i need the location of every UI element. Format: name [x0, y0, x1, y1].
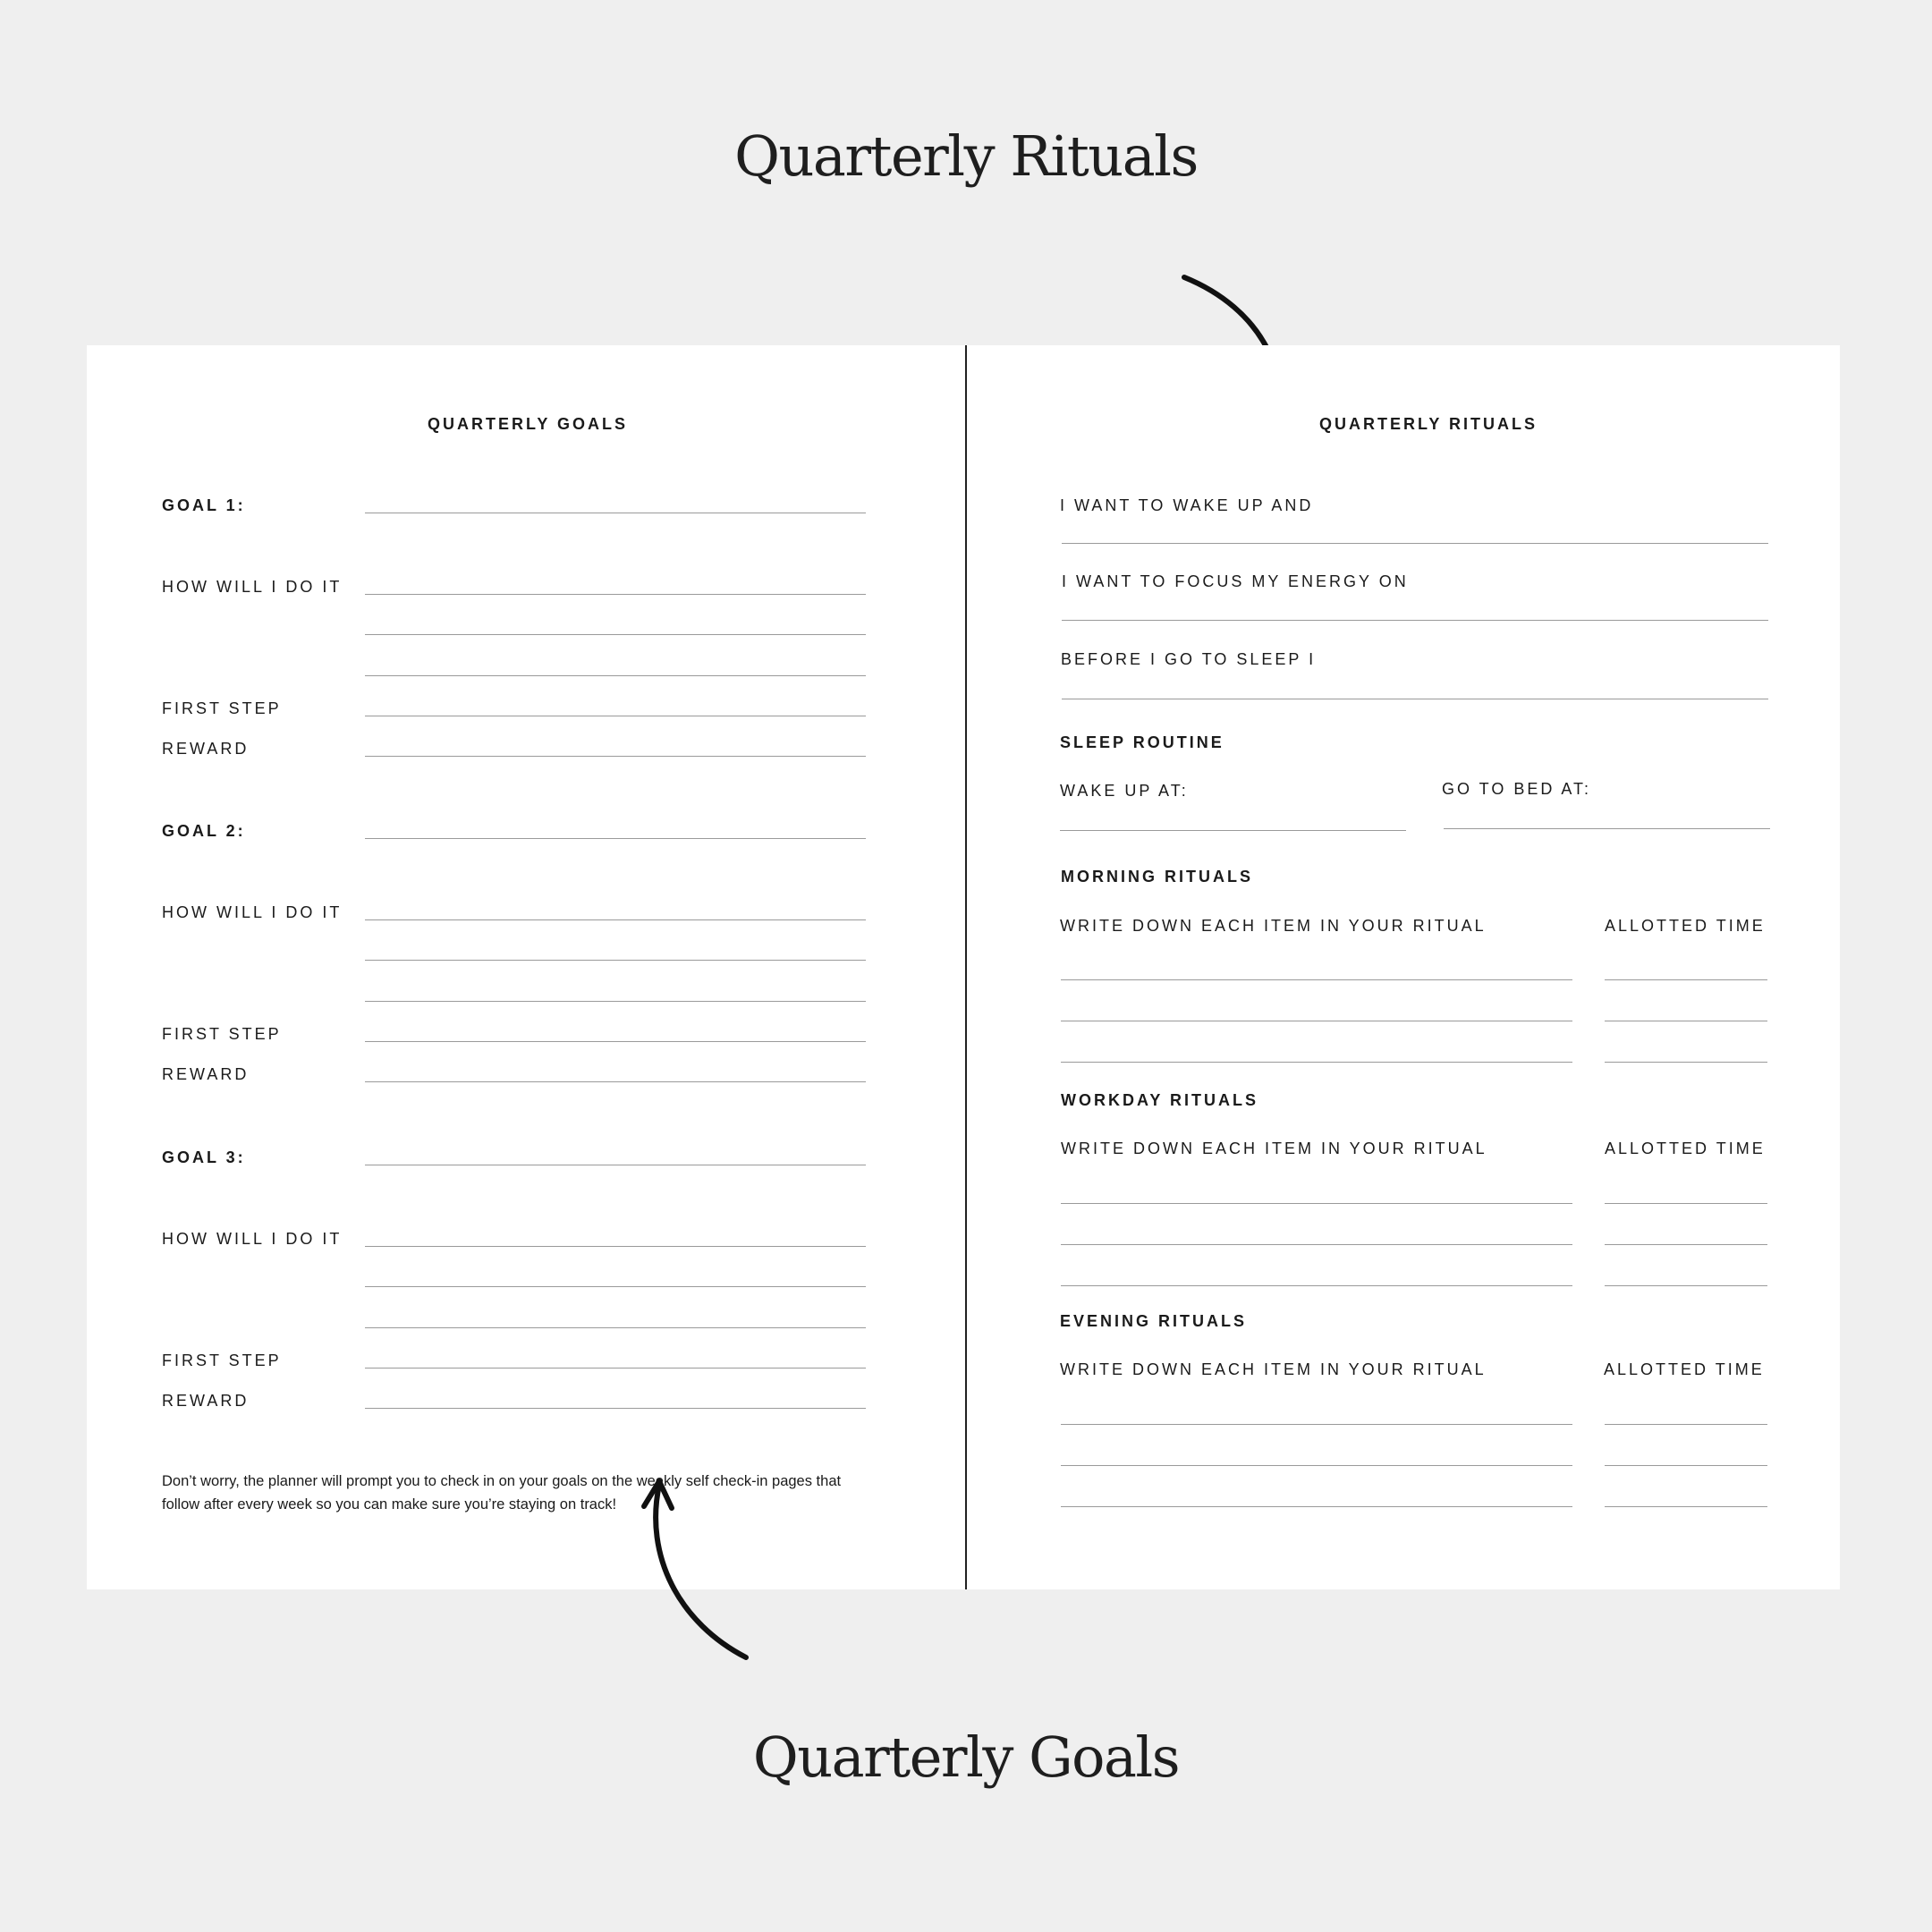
goal-3-label: GOAL 3:: [162, 1148, 246, 1166]
evening-item-line[interactable]: [1061, 1424, 1572, 1425]
evening-time-line[interactable]: [1605, 1424, 1767, 1425]
morning-item-label: WRITE DOWN EACH ITEM IN YOUR RITUAL: [1060, 917, 1487, 935]
goal-3-first-step-label: FIRST STEP: [162, 1352, 282, 1369]
goal-2-how-line[interactable]: [365, 960, 866, 961]
goal-2-reward-label: REWARD: [162, 1065, 250, 1083]
evening-item-line[interactable]: [1061, 1465, 1572, 1466]
workday-time-line[interactable]: [1605, 1244, 1767, 1245]
morning-time-line[interactable]: [1605, 979, 1767, 980]
morning-item-line[interactable]: [1061, 979, 1572, 980]
goal-1-how-line[interactable]: [365, 594, 866, 595]
goal-1-how-label: HOW WILL I DO IT: [162, 578, 343, 596]
goal-2-line[interactable]: [365, 838, 866, 839]
workday-item-line[interactable]: [1061, 1285, 1572, 1286]
quarterly-rituals-callout-title: Quarterly Rituals: [734, 123, 1198, 189]
go-to-bed-at-label: GO TO BED AT:: [1442, 780, 1592, 798]
goal-2-first-step-line[interactable]: [365, 1041, 866, 1042]
go-to-bed-at-line[interactable]: [1444, 828, 1770, 829]
goal-2-how-line[interactable]: [365, 919, 866, 920]
workday-rituals-heading: WORKDAY RITUALS: [1061, 1091, 1259, 1109]
workday-time-line[interactable]: [1605, 1203, 1767, 1204]
goal-2-first-step-label: FIRST STEP: [162, 1025, 282, 1043]
goal-3-how-line[interactable]: [365, 1286, 866, 1287]
goal-1-reward-line[interactable]: [365, 756, 866, 757]
goal-1-label: GOAL 1:: [162, 496, 246, 514]
workday-item-line[interactable]: [1061, 1203, 1572, 1204]
goal-3-reward-label: REWARD: [162, 1392, 250, 1410]
goal-3-reward-line[interactable]: [365, 1408, 866, 1409]
evening-item-label: WRITE DOWN EACH ITEM IN YOUR RITUAL: [1060, 1360, 1487, 1378]
page-divider: [965, 345, 967, 1589]
goal-1-how-line[interactable]: [365, 634, 866, 635]
evening-time-line[interactable]: [1605, 1465, 1767, 1466]
workday-item-label: WRITE DOWN EACH ITEM IN YOUR RITUAL: [1061, 1140, 1487, 1157]
focus-energy-prompt-line[interactable]: [1062, 620, 1768, 621]
goal-1-how-line[interactable]: [365, 675, 866, 676]
workday-time-label: ALLOTTED TIME: [1605, 1140, 1766, 1157]
goal-3-how-label: HOW WILL I DO IT: [162, 1230, 343, 1248]
goal-2-how-line[interactable]: [365, 1001, 866, 1002]
wake-up-at-line[interactable]: [1060, 830, 1406, 831]
rituals-page-heading: QUARTERLY RITUALS: [1319, 415, 1538, 433]
goal-2-label: GOAL 2:: [162, 822, 246, 840]
wake-up-prompt-line[interactable]: [1062, 543, 1768, 544]
wake-up-prompt: I WANT TO WAKE UP AND: [1060, 496, 1314, 514]
evening-time-line[interactable]: [1605, 1506, 1767, 1507]
morning-item-line[interactable]: [1061, 1062, 1572, 1063]
goal-2-how-label: HOW WILL I DO IT: [162, 903, 343, 921]
wake-up-at-label: WAKE UP AT:: [1060, 782, 1189, 800]
focus-energy-prompt: I WANT TO FOCUS MY ENERGY ON: [1062, 572, 1409, 590]
quarterly-goals-callout-title: Quarterly Goals: [752, 1724, 1180, 1790]
goal-1-reward-label: REWARD: [162, 740, 250, 758]
goal-3-how-line[interactable]: [365, 1327, 866, 1328]
goals-page-heading: QUARTERLY GOALS: [428, 415, 629, 433]
evening-item-line[interactable]: [1061, 1506, 1572, 1507]
goal-2-reward-line[interactable]: [365, 1081, 866, 1082]
morning-time-line[interactable]: [1605, 1062, 1767, 1063]
workday-time-line[interactable]: [1605, 1285, 1767, 1286]
goals-footnote: Don’t worry, the planner will prompt you to check in on your goals on the weekly self check-in pages that follow after every week so you can make sure you’re staying on track!: [162, 1473, 842, 1513]
goal-3-how-line[interactable]: [365, 1246, 866, 1247]
sleep-routine-heading: SLEEP ROUTINE: [1060, 733, 1224, 751]
arrow-up-icon: [626, 1467, 769, 1664]
evening-time-label: ALLOTTED TIME: [1604, 1360, 1765, 1378]
workday-item-line[interactable]: [1061, 1244, 1572, 1245]
morning-rituals-heading: MORNING RITUALS: [1061, 868, 1253, 886]
planner-spread: [87, 345, 1840, 1589]
before-sleep-prompt: BEFORE I GO TO SLEEP I: [1061, 650, 1317, 668]
morning-time-label: ALLOTTED TIME: [1605, 917, 1766, 935]
evening-rituals-heading: EVENING RITUALS: [1060, 1312, 1248, 1330]
goal-1-first-step-label: FIRST STEP: [162, 699, 282, 717]
